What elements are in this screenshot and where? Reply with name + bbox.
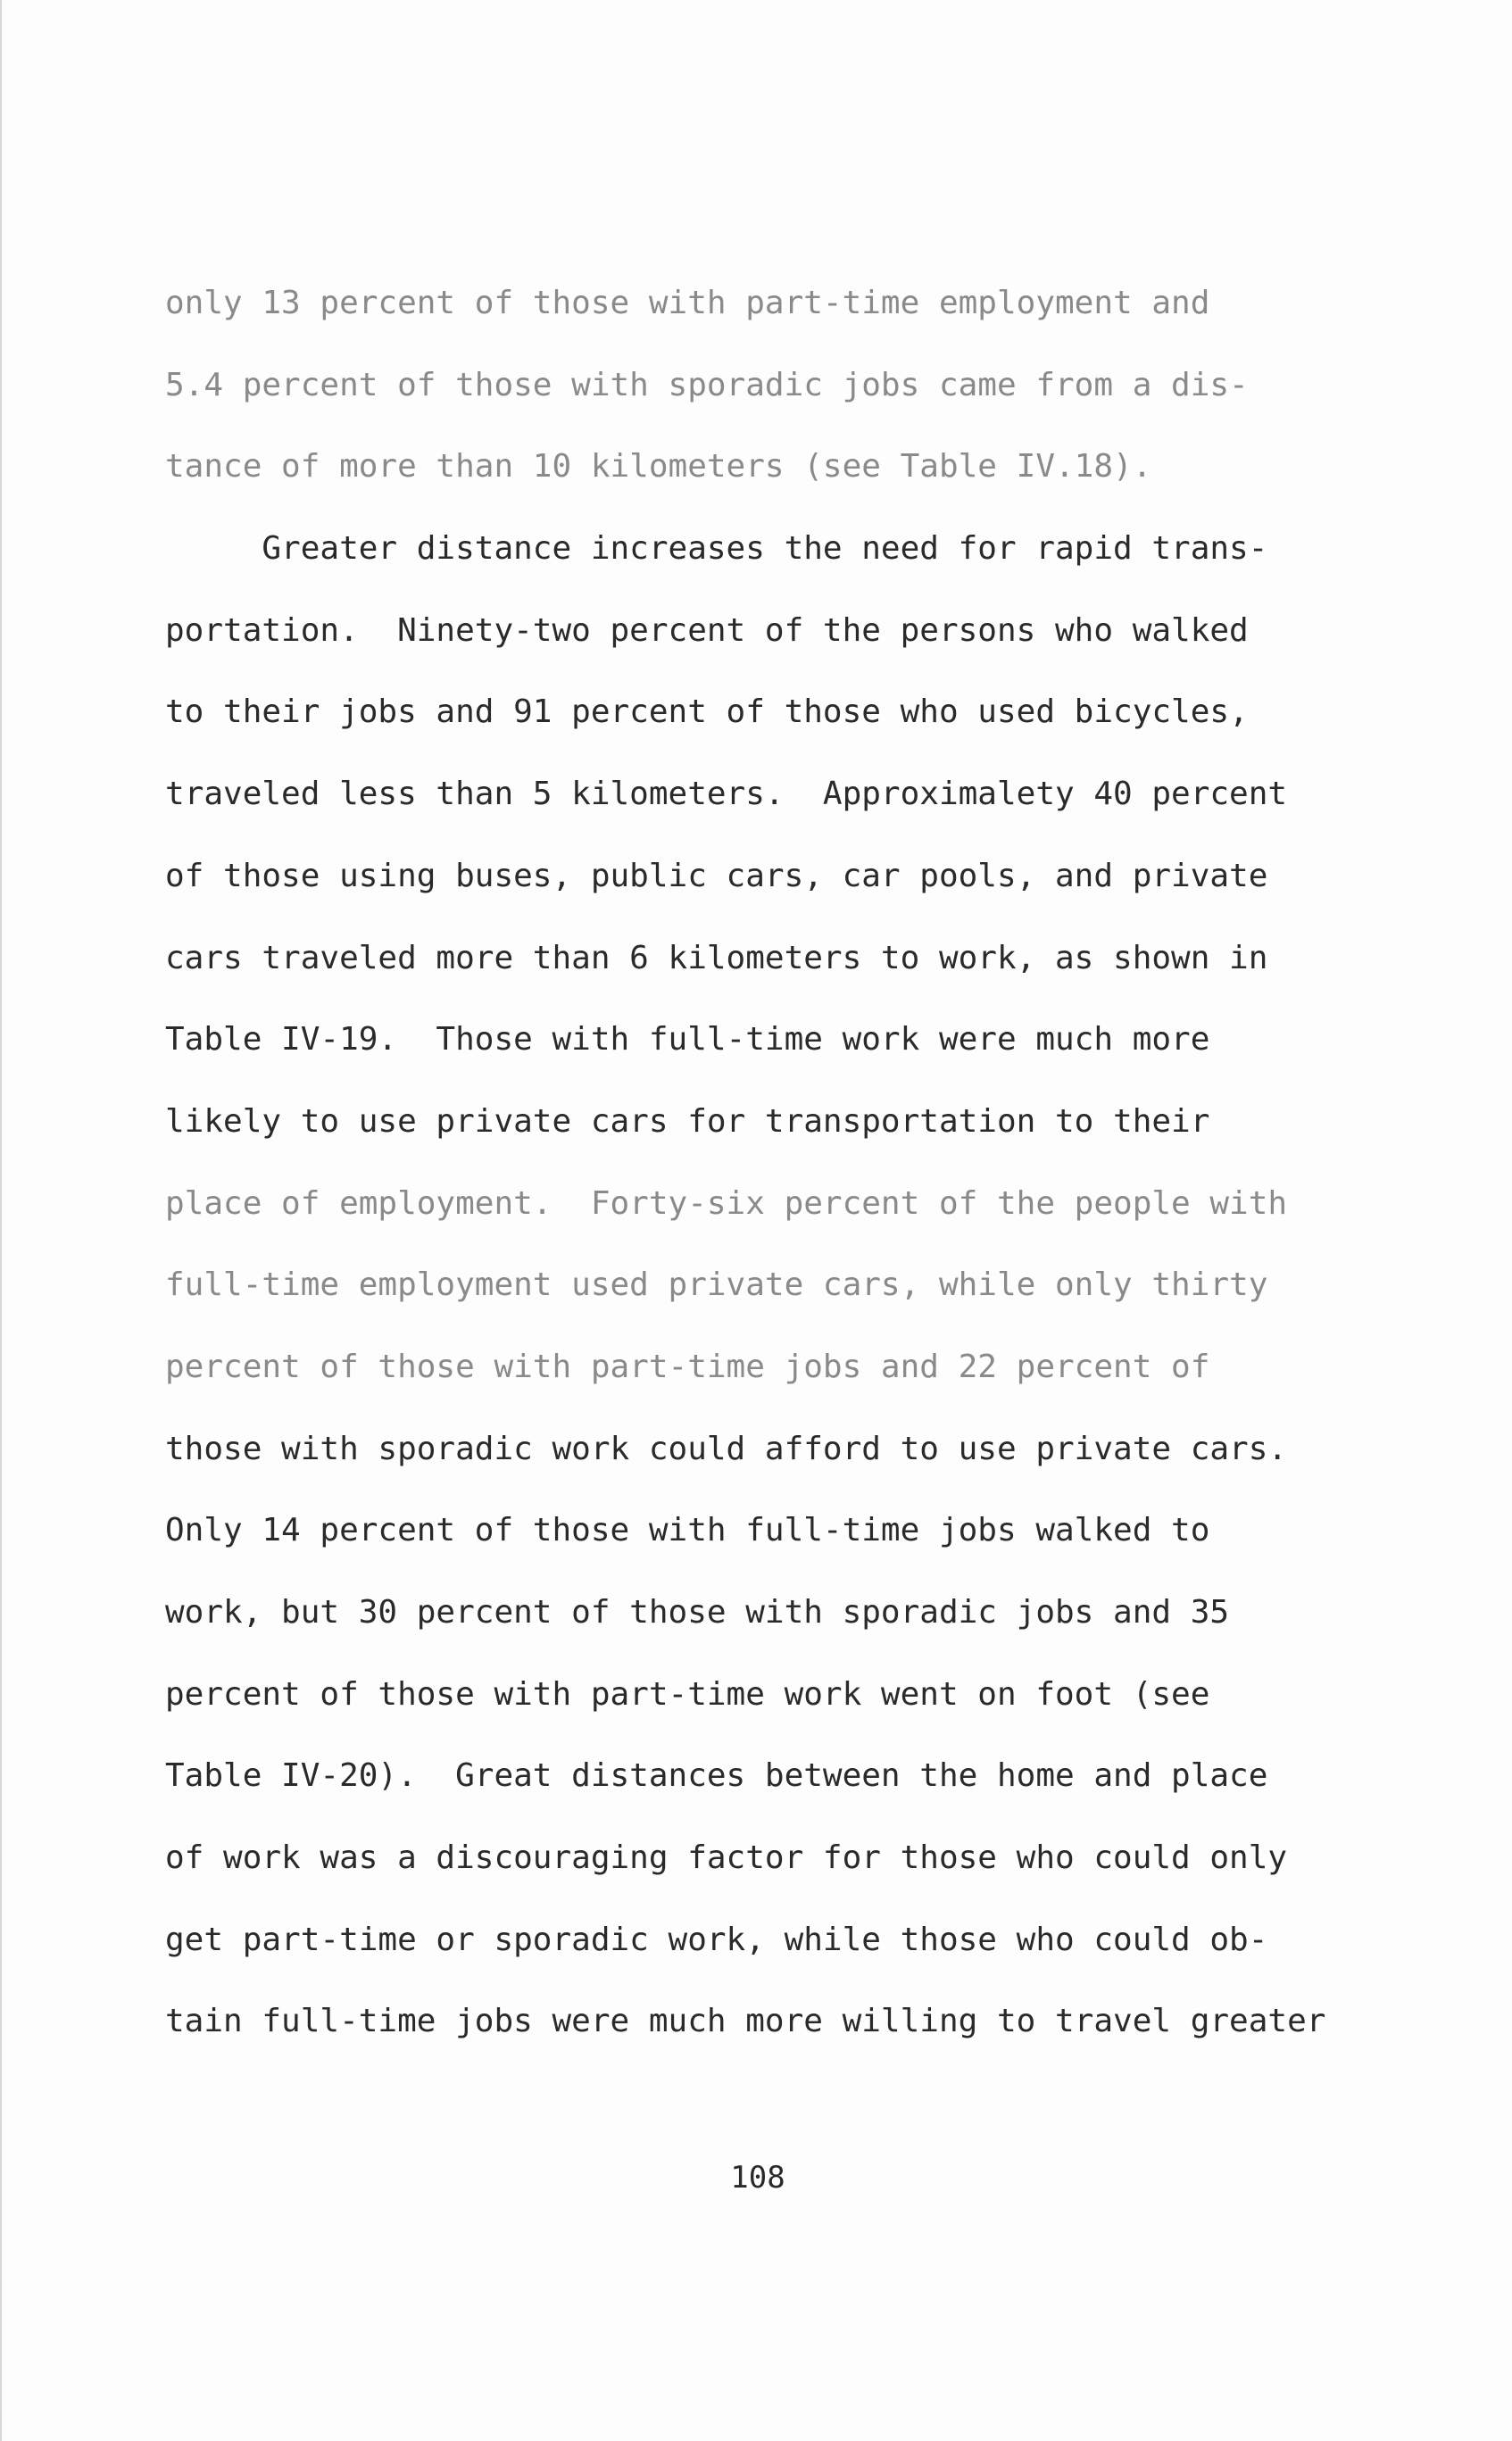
text-line: to their jobs and 91 percent of those who used bicycles, <box>165 693 1249 731</box>
text-line: those with sporadic work could afford to use private cars. <box>165 1430 1288 1467</box>
text-line: get part-time or sporadic work, while those who could ob- <box>165 1921 1268 1958</box>
page-number: 108 <box>730 2160 785 2196</box>
text-line: percent of those with part-time jobs and 22 percent of <box>165 1348 1210 1385</box>
text-line: place of employment. Forty-six percent of the people with <box>165 1184 1288 1222</box>
text-line: full-time employment used private cars, while only thirty <box>165 1266 1268 1304</box>
text-line: of those using buses, public cars, car pools, and private <box>165 857 1268 894</box>
text-line: cars traveled more than 6 kilometers to work, as shown in <box>165 939 1268 976</box>
text-line: Table IV-20). Great distances between the home and place <box>165 1757 1268 1795</box>
text-line: Table IV-19. Those with full-time work were much more <box>165 1021 1210 1059</box>
text-line: traveled less than 5 kilometers. Approximalety 40 percent <box>165 776 1288 813</box>
text-line: percent of those with part-time work went on foot (see <box>165 1675 1210 1713</box>
body-text <box>165 277 1450 2077</box>
text-line: tain full-time jobs were much more willing to travel greater <box>165 2003 1326 2040</box>
text-line: tance of more than 10 kilometers (see Table IV.18). <box>165 448 1152 486</box>
text-line: portation. Ninety-two percent of the persons who walked <box>165 611 1249 649</box>
text-line: Only 14 percent of those with full-time jobs walked to <box>165 1512 1210 1549</box>
text-line: likely to use private cars for transportation to their <box>165 1102 1210 1140</box>
text-line: only 13 percent of those with part-time employment and <box>165 285 1210 321</box>
text-line: 5.4 percent of those with sporadic jobs came from a dis- <box>165 366 1249 403</box>
text-line: Greater distance increases the need for rapid trans- <box>165 530 1268 568</box>
text-line: of work was a discouraging factor for those who could only <box>165 1839 1288 1877</box>
text-line: work, but 30 percent of those with sporadic jobs and 35 <box>165 1594 1230 1631</box>
